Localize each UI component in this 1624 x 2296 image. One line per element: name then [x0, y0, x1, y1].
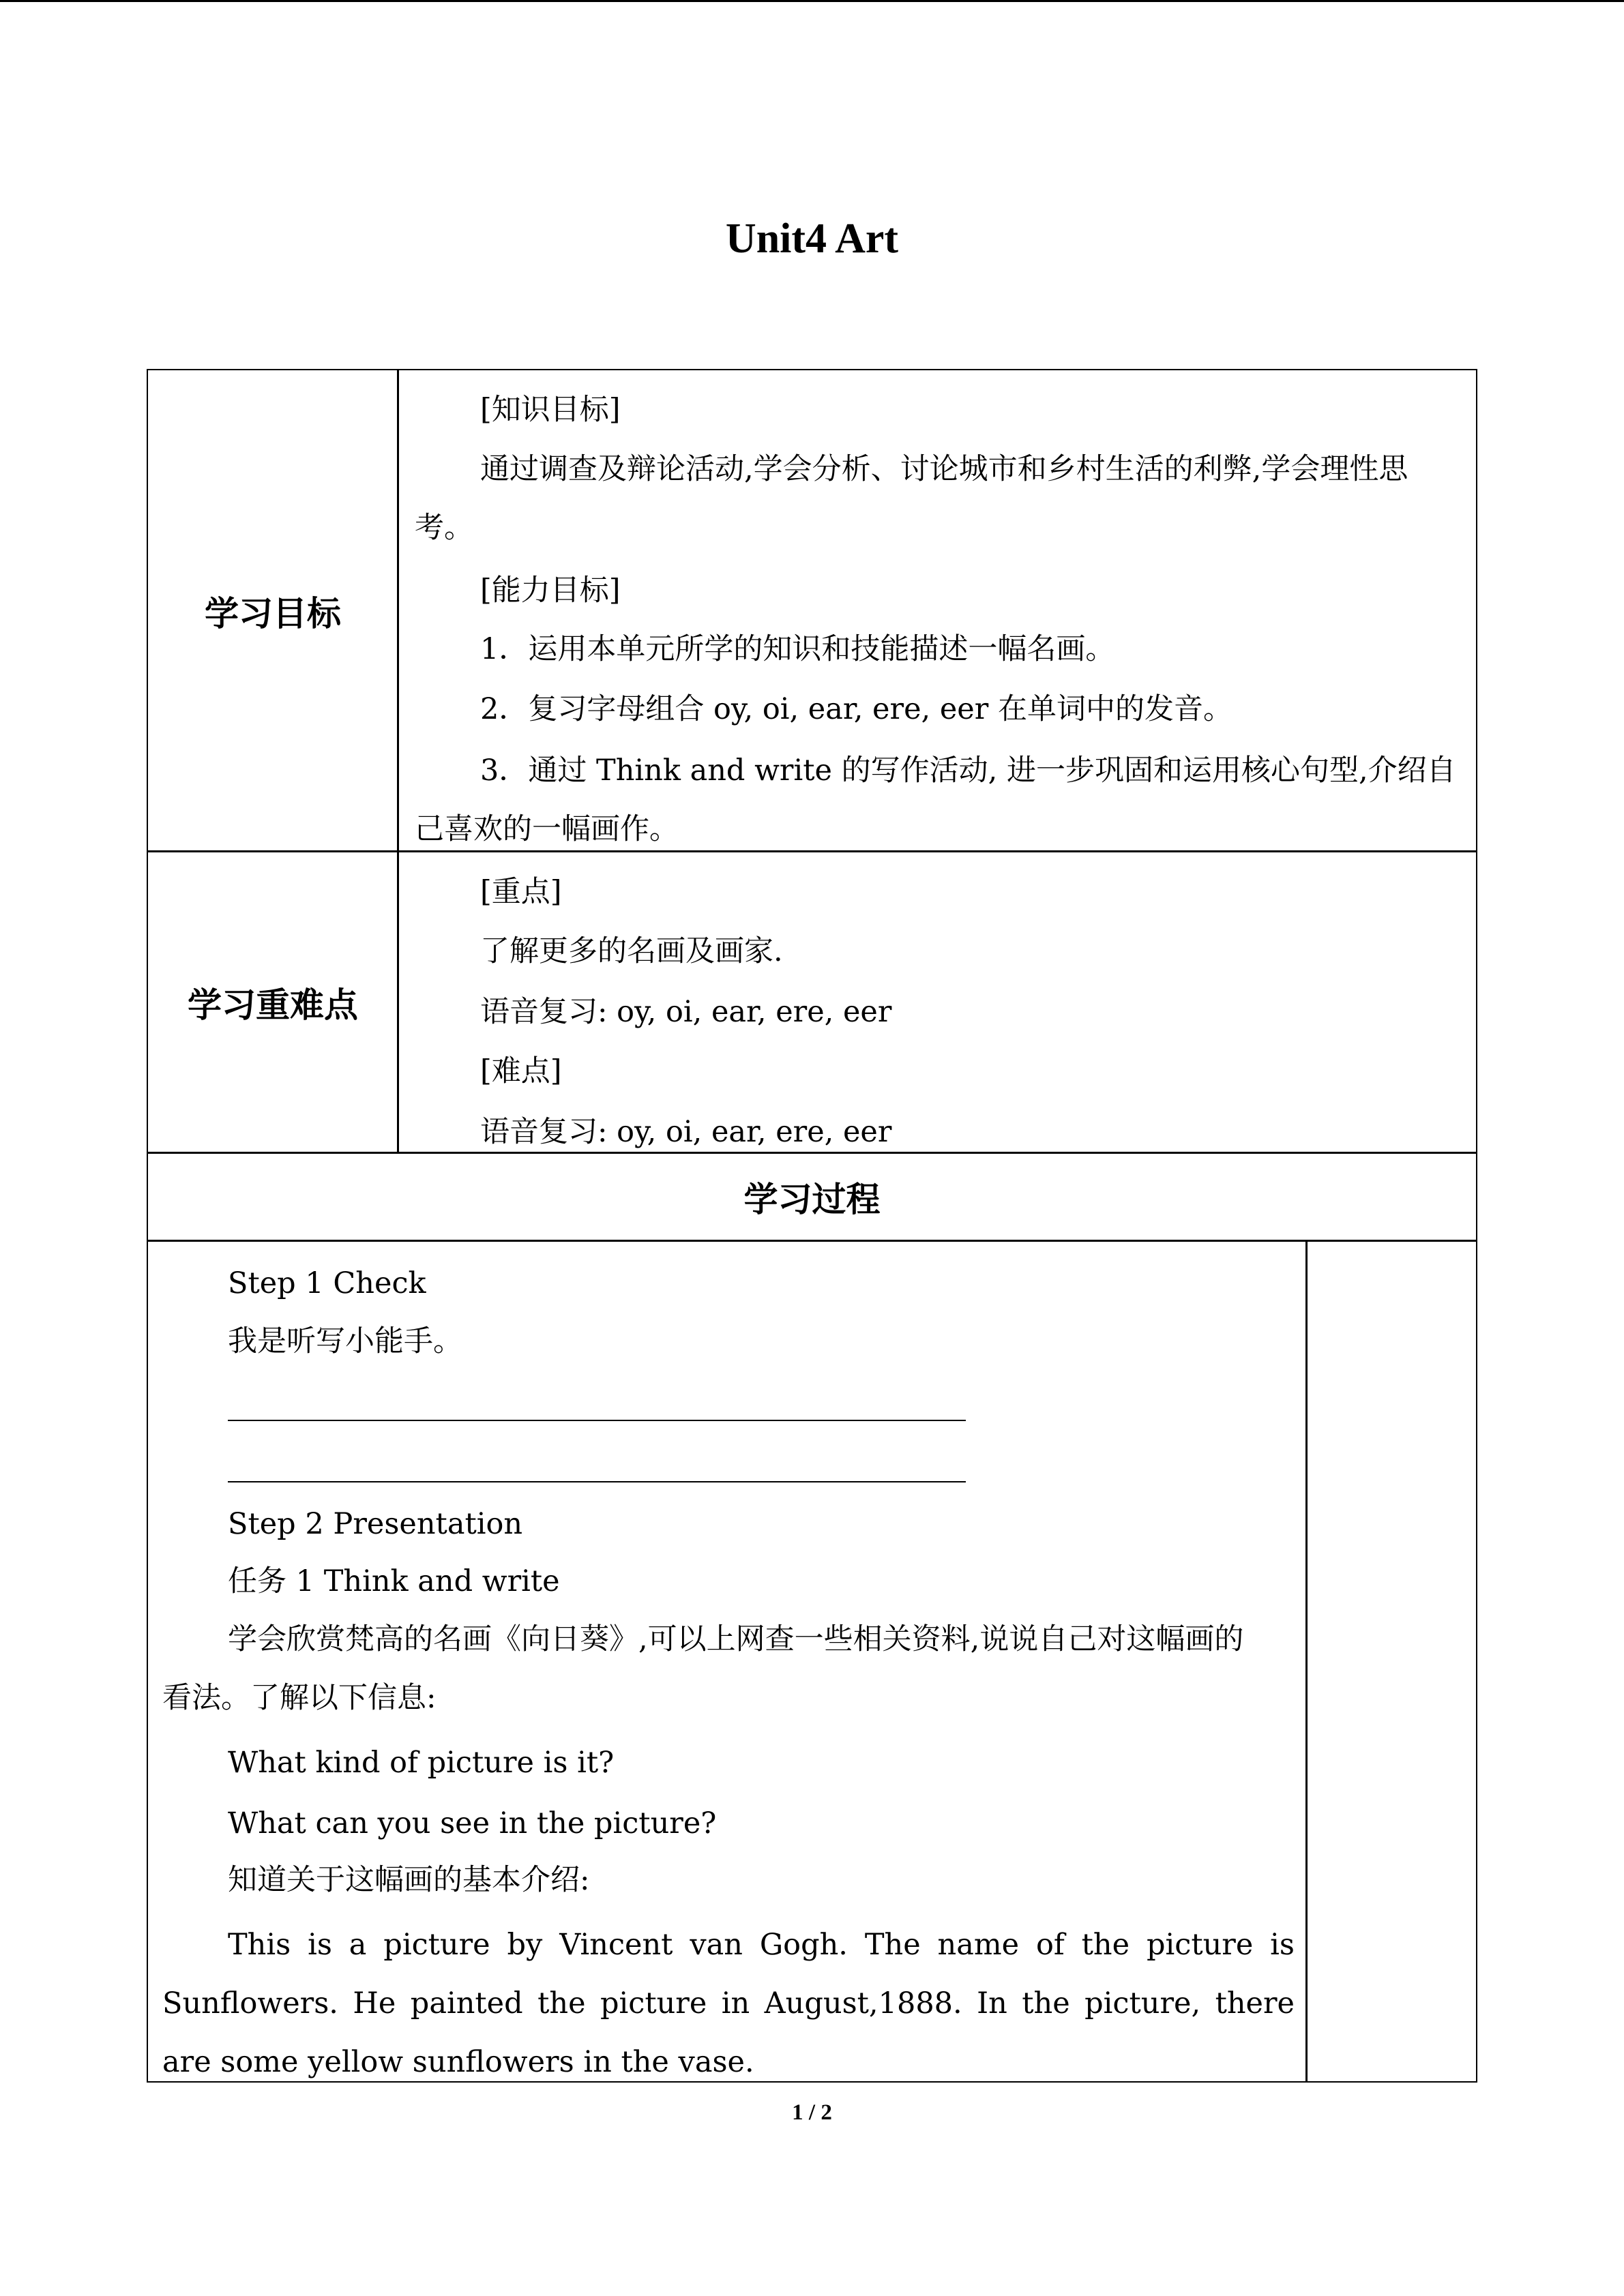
- keypoints-label: 学习重难点: [188, 985, 358, 1025]
- focus-item-1: 了解更多的名画及画家.: [480, 934, 783, 968]
- focus-heading: [重点]: [480, 875, 562, 909]
- step1-desc: 我是听写小能手。: [228, 1324, 462, 1358]
- ability-item-3: 3．通过 Think and write 的写作活动, 进一步巩固和运用核心句型,介绍自己喜欢的一幅画作。: [415, 754, 1456, 846]
- task1-desc: 学会欣赏梵高的名画《向日葵》,可以上网查一些相关资料,说说自己对这幅画的看法。了解以下信息:: [162, 1622, 1244, 1715]
- intro-label: 知道关于这幅画的基本介绍:: [228, 1863, 590, 1897]
- question-1: What kind of picture is it?: [228, 1746, 615, 1780]
- task1-title: 任务 1 Think and write: [228, 1564, 560, 1598]
- process-header: 学习过程: [743, 1180, 881, 1219]
- knowledge-text: 通过调查及辩论活动,学会分析、讨论城市和乡村生活的利弊,学会理性思考。: [415, 452, 1408, 545]
- process-header-cell: [147, 1152, 1477, 1242]
- answer-line-2: [228, 1481, 966, 1482]
- answer-line-1: [228, 1420, 966, 1421]
- focus-item-2: 语音复习: oy, oi, ear, ere, eer: [480, 995, 892, 1029]
- knowledge-heading: [知识目标]: [480, 393, 621, 427]
- page-number: 1 / 2: [792, 2100, 832, 2125]
- page-top-border: [0, 0, 1624, 2]
- difficulty-heading: [难点]: [480, 1054, 562, 1088]
- difficulty-item-1: 语音复习: oy, oi, ear, ere, eer: [480, 1115, 892, 1149]
- goals-label: 学习目标: [205, 593, 341, 633]
- step2-title: Step 2 Presentation: [228, 1507, 523, 1541]
- step1-title: Step 1 Check: [228, 1266, 426, 1300]
- ability-item-2: 2．复习字母组合 oy, oi, ear, ere, eer 在单词中的发音。: [480, 692, 1232, 726]
- question-2: What can you see in the picture?: [228, 1806, 717, 1840]
- keypoints-label-cell: [147, 850, 399, 1154]
- page-title: Unit4 Art: [725, 215, 899, 262]
- process-side-cell: [1305, 1240, 1477, 2083]
- ability-item-1: 1．运用本单元所学的知识和技能描述一幅名画。: [480, 632, 1115, 666]
- goals-label-cell: [147, 369, 399, 852]
- intro-text: This is a picture by Vincent van Gogh. The name of the picture is Sunflowers. He painted the picture in August,1888. In the picture, there are some yellow sunflowers in the vase.: [162, 1928, 1295, 2079]
- ability-heading: [能力目标]: [480, 573, 621, 608]
